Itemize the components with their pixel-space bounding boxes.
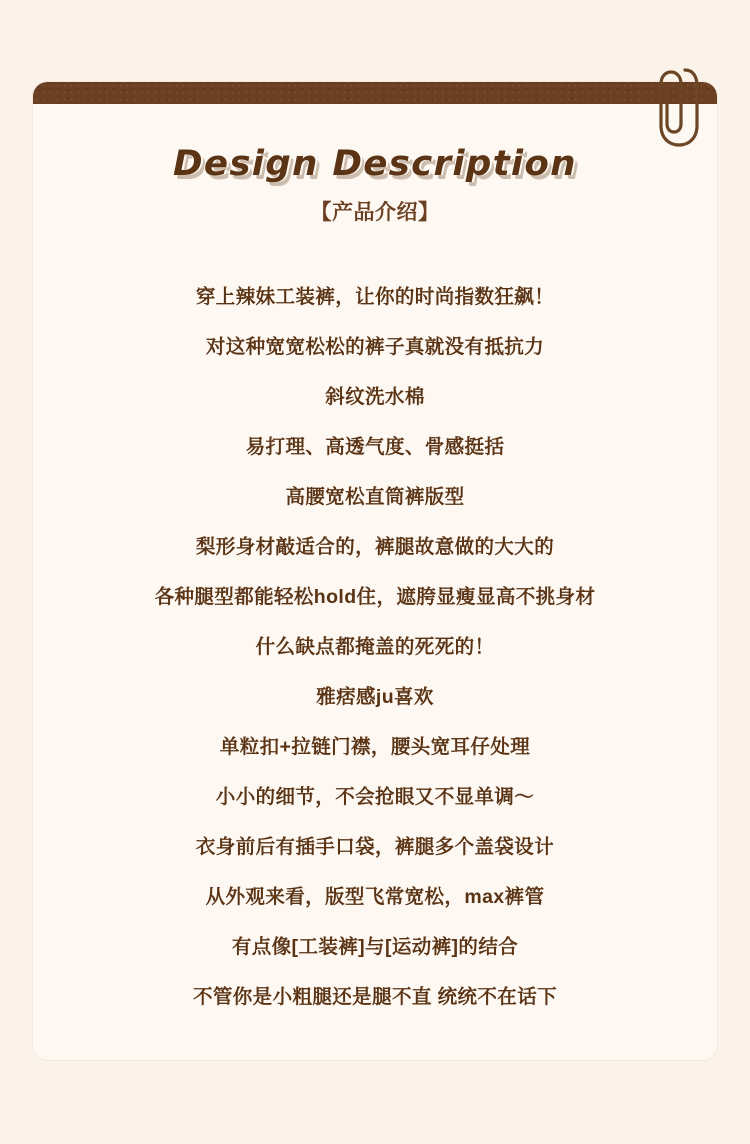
description-line: 斜纹洗水棉 bbox=[325, 386, 425, 408]
paperclip-icon bbox=[654, 60, 700, 150]
page-subtitle: 【产品介绍】 bbox=[310, 201, 440, 224]
design-description-card bbox=[33, 82, 717, 1060]
description-line: 雅痞感ju喜欢 bbox=[316, 686, 434, 708]
description-line: 各种腿型都能轻松hold住，遮胯显瘦显高不挑身材 bbox=[154, 586, 596, 608]
description-line: 什么缺点都掩盖的死死的！ bbox=[255, 636, 495, 658]
description-line: 不管你是小粗腿还是腿不直 统统不在话下 bbox=[192, 986, 558, 1008]
description-lines bbox=[33, 272, 717, 1022]
description-line: 高腰宽松直筒裤版型 bbox=[285, 486, 465, 508]
description-line: 穿上辣妹工装裤，让你的时尚指数狂飙！ bbox=[195, 286, 555, 308]
page-title: Design Description bbox=[173, 144, 577, 184]
description-line: 对这种宽宽松松的裤子真就没有抵抗力 bbox=[205, 336, 545, 358]
description-line: 有点像[工装裤]与[运动裤]的结合 bbox=[231, 936, 519, 958]
header-block bbox=[33, 144, 717, 226]
description-line: 衣身前后有插手口袋，裤腿多个盖袋设计 bbox=[195, 836, 555, 858]
description-line: 单粒扣+拉链门襟，腰头宽耳仔处理 bbox=[219, 736, 531, 758]
description-line: 小小的细节，不会抢眼又不显单调～ bbox=[215, 786, 535, 808]
description-line: 梨形身材敲适合的，裤腿故意做的大大的 bbox=[195, 536, 555, 558]
description-line: 从外观来看，版型飞常宽松，max裤管 bbox=[205, 886, 545, 908]
card-top-bar bbox=[33, 82, 717, 104]
description-line: 易打理、高透气度、骨感挺括 bbox=[245, 436, 505, 458]
